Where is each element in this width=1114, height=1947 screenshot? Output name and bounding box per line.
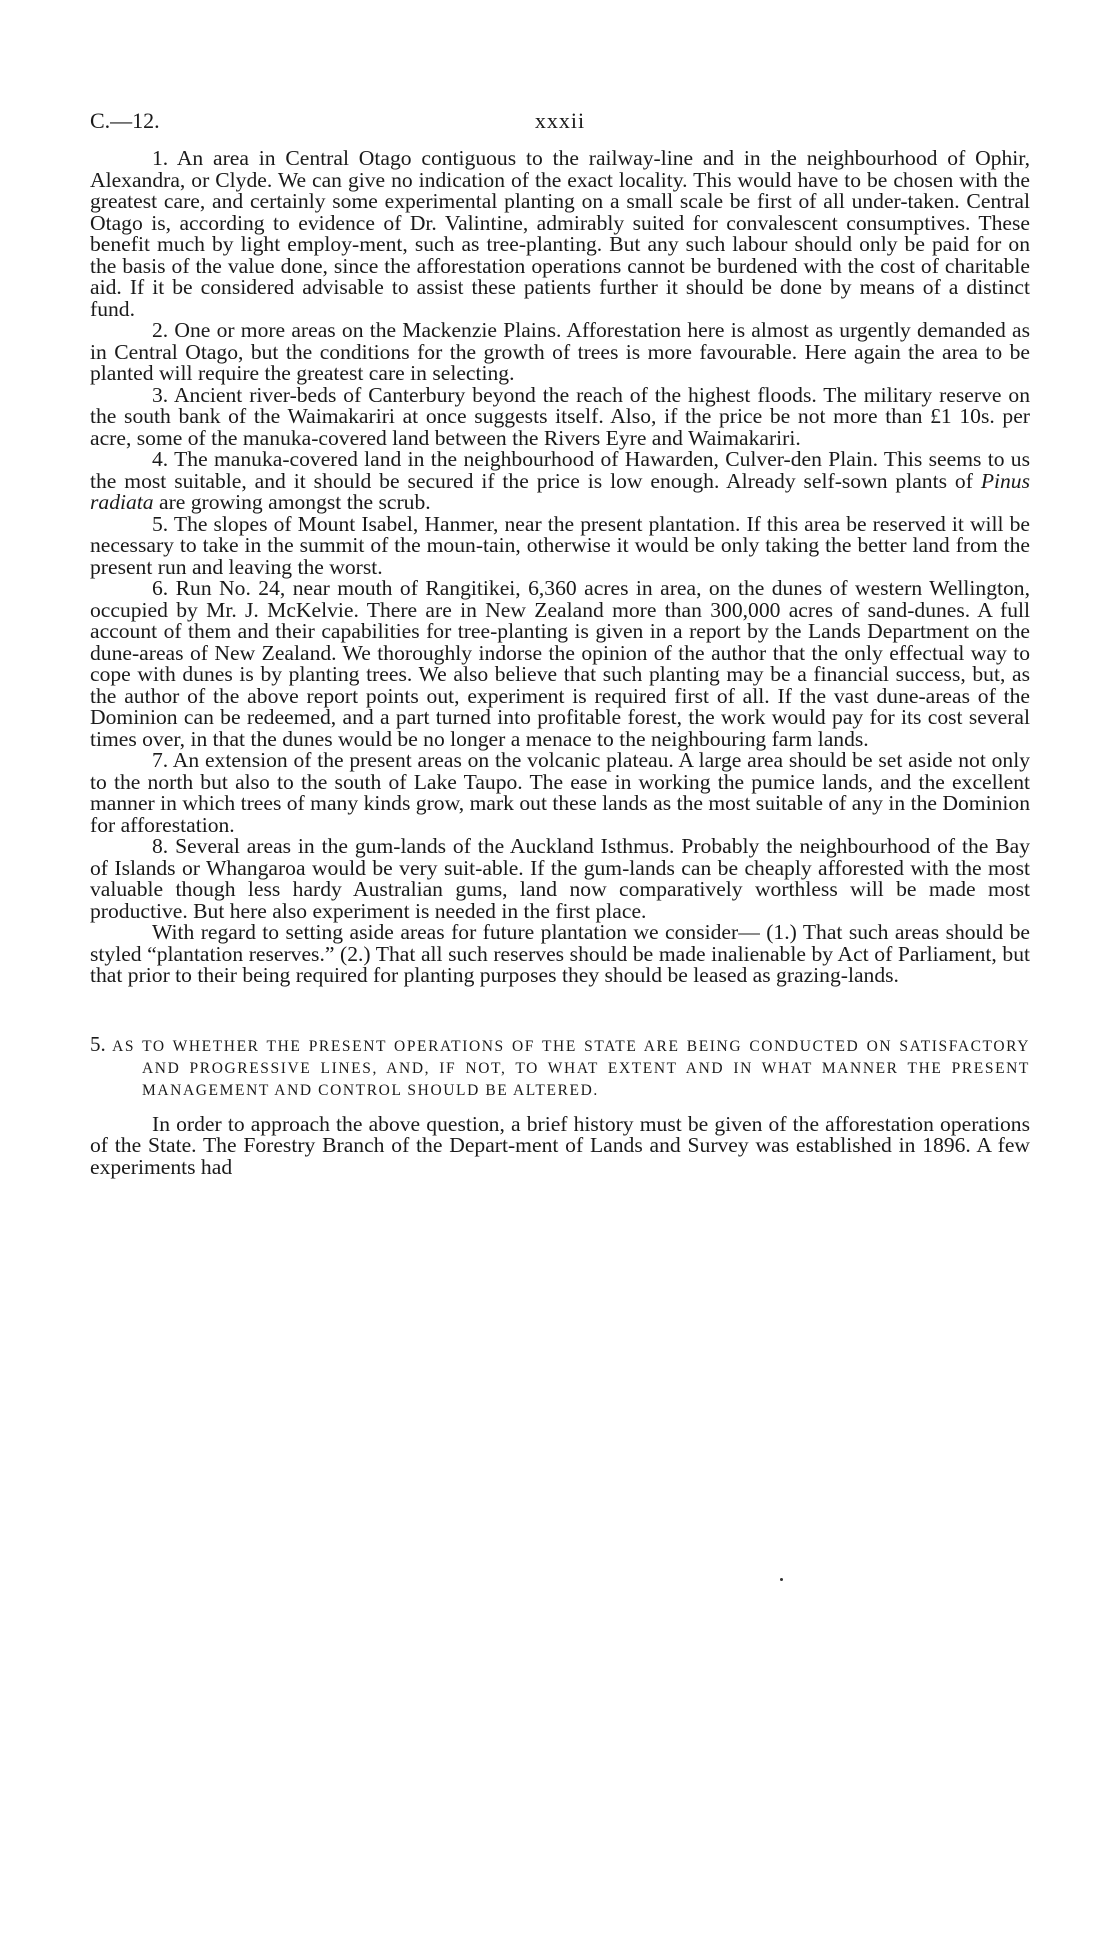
paragraph-item-4-text: 4. The manuka-covered land in the neighbourhood of Hawarden, Culver-den Plain. This seems to us the most suitable, and it should be secured if the price is low enough. Already self-sown plants of bbox=[90, 447, 1030, 493]
report-reference: C.—12. bbox=[90, 108, 160, 133]
stray-mark bbox=[780, 1578, 783, 1581]
page-header bbox=[90, 108, 1030, 148]
paragraph-item-4-tail: are growing amongst the scrub. bbox=[153, 490, 431, 514]
paragraph-item-1: 1. An area in Central Otago contiguous to the railway-line and in the neighbourhood of Ophir, Alexandra, or Clyde. We can give no indication of the exact locality. This would have to be chosen with the greatest care, and certainly some experimental planting on a small scale be first of all under-taken. Central Otago is, according to evidence of Dr. Valintine, admirably suited for convalescent consumptives. These benefit much by light employ-ment, such as tree-planting. But any such labour should only be paid for on the basis of the value done, since the afforestation operations cannot be burdened with the cost of charitable aid. If it be considered advisable to assist these patients further it should be done by means of a distinct fund. bbox=[90, 146, 1030, 321]
closing-paragraph: In order to approach the above question, a brief history must be given of the afforestation operations of the State. The Forestry Branch of the Depart-ment of Lands and Survey was established in 1896. A few experiments had bbox=[90, 1111, 1030, 1179]
paragraph-regarding-reserves: With regard to setting aside areas for future plantation we consider— (1.) That such areas should be styled “plantation reserves.” (2.) That all such reserves should be made inalienable by Act of Parliament, but that prior to their being required for planting purposes they should be leased as grazing-lands. bbox=[90, 920, 1030, 987]
section-heading-text: AS TO WHETHER THE PRESENT OPERATIONS OF THE STATE ARE BEING CONDUCTED ON SATISFACTORY AND PROGRESSIVE LINES, AND, IF NOT, TO WHAT EXTENT AND IN WHAT MANNER THE PRESENT MANAGEMENT AND CONTROL SHOULD BE ALTERED. bbox=[112, 1037, 1031, 1099]
paragraph-item-5: 5. The slopes of Mount Isabel, Hanmer, near the present plantation. If this area be reserved it will be necessary to take in the summit of the moun-tain, otherwise it would be only taking the better land from the present run and leaving the worst. bbox=[90, 511, 1030, 579]
paragraph-item-2: 2. One or more areas on the Mackenzie Plains. Afforestation here is almost as urgently demanded as in Central Otago, but the conditions for the growth of trees is more favourable. Here again the area to be planted will require the greatest care in selecting. bbox=[90, 318, 1030, 385]
paragraph-item-6: 6. Run No. 24, near mouth of Rangitikei, 6,360 acres in area, on the dunes of western Wellington, occupied by Mr. J. McKelvie. There are in New Zealand more than 300,000 acres of sand-dunes. A full account of them and their capabilities for tree-planting is given in a report by the Lands Department on the dune-areas of New Zealand. We thoroughly indorse the opinion of the author that the only effectual way to cope with dunes is by planting trees. We also believe that such planting may be a financial success, but, as the author of the above report points out, experiment is required first of all. If the vast dune-areas of the Dominion can be redeemed, and a part turned into profitable forest, the work would pay for its cost several times over, in that the dunes would be no longer a menace to the neighbouring farm lands. bbox=[90, 576, 1030, 751]
document-page bbox=[90, 108, 1030, 1178]
section-heading bbox=[90, 1033, 1030, 1102]
species-name-italic: Pinus radiata bbox=[90, 468, 1030, 514]
paragraph-item-8: 8. Several areas in the gum-lands of the Auckland Isthmus. Probably the neighbourhood of the Bay of Islands or Whangaroa would be very suit-able. If the gum-lands can be cheaply afforested with the most valuable though less hardy Australian gums, land now comparatively worthless will be made most productive. But here also experiment is needed in the first place. bbox=[90, 834, 1030, 923]
section-number: 5. bbox=[90, 1031, 106, 1056]
page-number: xxxii bbox=[534, 108, 586, 133]
paragraph-item-3: 3. Ancient river-beds of Canterbury beyond the reach of the highest floods. The military reserve on the south bank of the Waimakariri at once suggests itself. Also, if the price be not more than £1 10s. per acre, some of the manuka-covered land between the Rivers Eyre and Waimakariri. bbox=[90, 382, 1030, 450]
paragraph-item-7: 7. An extension of the present areas on the volcanic plateau. A large area should be set aside not only to the north but also to the south of Lake Taupo. The ease in working the pumice lands, and the excellent manner in which trees of many kinds grow, mark out these lands as the most suitable of any in the Dominion for afforestation. bbox=[90, 748, 1030, 837]
paragraph-item-4 bbox=[90, 449, 1030, 514]
report-body bbox=[90, 148, 1030, 1178]
